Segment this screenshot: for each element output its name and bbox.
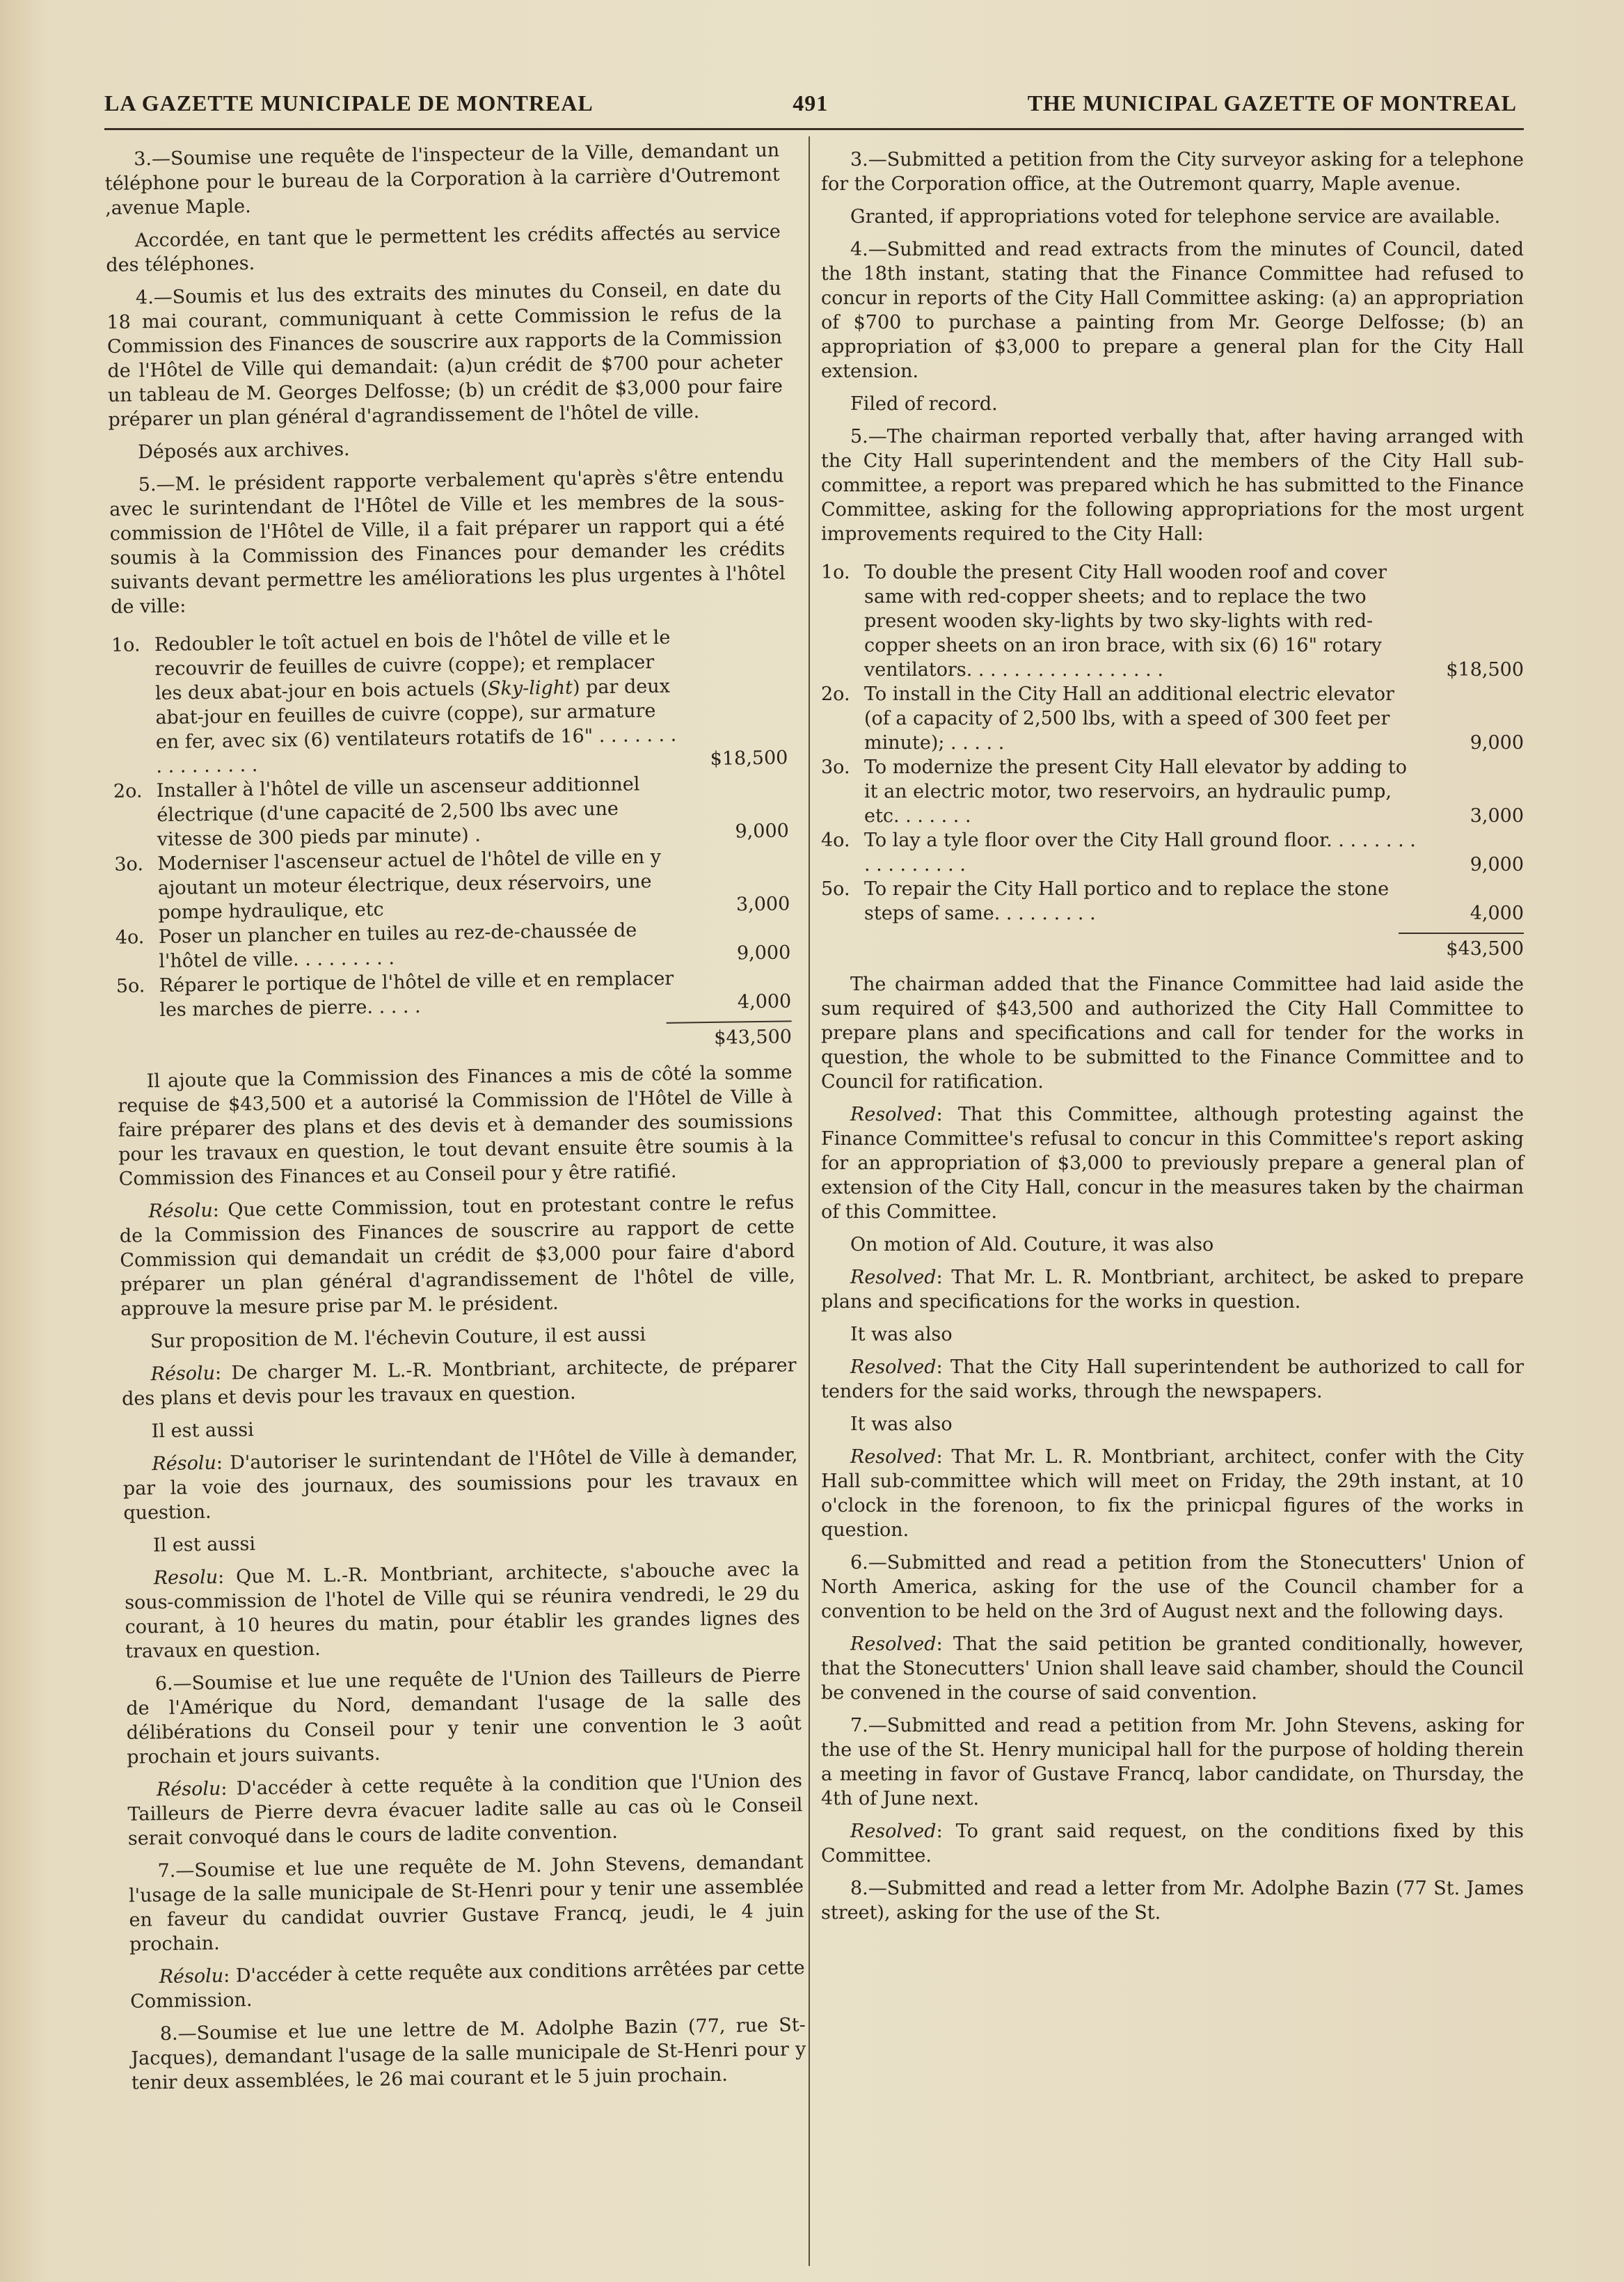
resolution: Resolved: That the said petition be granted conditionally, however, that the Stonecutters' Union shall leave said chamber, should the Council be convened in the course of said convention. [821,1633,1524,1704]
resolution: Resolved: That the City Hall superintendent be authorized to call for tenders for the said works, through the newspapers. [821,1356,1524,1402]
item-description: Réparer le portique de l'hôtel de ville et en remplacer les marches de pierre. . . . . [159,967,674,1022]
paragraph: 3.—Submitted a petition from the City surveyor asking for a telephone for the Corporation office, at the Outremont quarry, Maple avenue. [821,149,1524,195]
item-description: To lay a tyle floor over the City Hall ground floor. . . . . . . . . . . . . . . . . [864,830,1416,875]
item-number: 4o. [821,830,850,851]
item-amount: 9,000 [1470,732,1524,754]
resolution: Resolved: To grant said request, on the conditions fixed by this Committee. [821,1821,1524,1867]
paragraph: Sur proposition de M. l'échevin Couture, il est aussi [150,1324,646,1353]
paragraph: Déposés aux archives. [137,438,350,463]
item-description: To modernize the present City Hall elevator by adding to it an electric motor, two reservoirs, an hydraulic pump, etc. . . . . . . [864,756,1408,827]
resolution: Résolu: Que cette Commission, tout en protestant contre le refus de la Commission des Finances de souscrire au rapport de cette Commission qui demandait un crédit de $3,000 pour faire d'abord préparer un plan général d'agrandissement de l'hôtel de ville, approuve la mesure prise par M. le président. [119,1191,795,1320]
paragraph: The chairman added that the Finance Committee had laid aside the sum required of $43,500 and authorized the City Hall Committee to prepare plans and specifications and call for tender for the works in question, the whole to be submitted to the Finance Committee and to Council for ratification. [821,974,1524,1093]
item-number: 4o. [115,926,145,949]
paragraph: 4.—Soumis et lus des extraits des minutes du Conseil, en date du 18 mai courant, communiquant à cette Commission le refus de la Commission des Finances de souscrire aux rapports de la Commission de l'Hôtel de Ville qui demandait: (a)un crédit de $700 pour acheter un tableau de M. Georges Delfosse; (b) un crédit de $3,000 pour faire préparer un plan général d'agrandissement de l'hôtel de ville. [106,278,783,431]
paragraph: On motion of Ald. Couture, it was also [850,1234,1214,1255]
appropriations-total: $43,500 [667,1020,793,1051]
item-number: 5o. [821,878,850,900]
page-number: 491 [793,90,829,116]
table-row [116,965,792,1023]
item-description: To install in the City Hall an additional electric elevator (of a capacity of 2,500 lbs, with a speed of 300 feet per minute); . . . . . [864,683,1394,754]
paragraph: Granted, if appropriations voted for telephone service are available. [850,206,1501,228]
table-row [111,624,788,779]
paragraph: Filed of record. [850,393,998,415]
item-number: 2o. [821,683,850,705]
item-number: 3o. [821,756,850,778]
header-english-title: THE MUNICIPAL GAZETTE OF MONTREAL [1027,90,1517,116]
paragraph: 5.—The chairman reported verbally that, after having arranged with the City Hall superintendent and the members of the City Hall sub-committee, a report was prepared which he has submitted to the Finance Committee, asking for the following appropriations for the most urgent improvements required to the City Hall: [821,426,1524,545]
item-number: 3o. [114,853,144,875]
french-column [104,138,806,2103]
appropriations-total: $43,500 [1399,933,1524,961]
item-number: 1o. [111,634,141,656]
page-header [104,82,1517,124]
appropriations-table [111,624,792,1022]
item-number: 1o. [821,562,850,583]
appropriations-table [821,560,1524,926]
item-description: Poser un plancher en tuiles au rez-de-chaussée de l'hôtel de ville. . . . . . . . . [158,919,637,973]
resolution: Résolu: De charger M. L.-R. Montbriant, architecte, de préparer des plans et devis pour les travaux en question. [121,1354,797,1410]
paragraph: It was also [850,1324,953,1345]
table-row [821,755,1524,828]
resolution: Résolu: D'autoriser le surintendant de l'Hôtel de Ville à demander, par la voie des journaux, des soumissions pour les travaux en question. [122,1444,799,1524]
paragraph: 8.—Soumise et lue une lettre de M. Adolphe Bazin (77, rue St-Jacques), demandant l'usage de la salle municipale de St-Henri pour y tenir deux assemblées, le 26 mai courant et le 5 juin prochain. [131,2014,806,2094]
item-amount: 3,000 [735,893,790,916]
item-amount: $18,500 [1446,659,1524,681]
paragraph: 7.—Soumise et lue une requête de M. John Stevens, demandant l'usage de la salle municipale de St-Henri pour y tenir une assemblée en faveur du candidat ouvrier Gustave Francq, jeudi, le 4 juin prochain. [128,1851,804,1956]
paragraph: 5.—M. le président rapporte verbalement qu'après s'être entendu avec le surintendant de l'Hôtel de Ville et les membres de la sous-commission de l'Hôtel de Ville, il a fait préparer un rapport qui a été soumis à la Commission des Finances pour demander les crédits suivants devant permettre les améliorations les plus urgentes à l'hôtel de ville: [109,465,786,618]
resolution: Resolu: Que M. L.-R. Montbriant, architecte, s'abouche avec la sous-commission de l'hotel de Ville qui se réunira vendredi, le 29 du courant, à 10 heures du matin, pour établir les grandes lignes des travaux en question. [124,1558,800,1663]
resolution: Résolu: D'accéder à cette requête aux conditions arrêtées par cette Commission. [129,1957,805,2013]
resolution: Resolved: That this Committee, although protesting against the Finance Committee's refusal to concur in this Committee's report asking for an appropriation of $3,000 to previously prepare a general plan of extension of the City Hall, concur in the measures taken by the chairman of this Committee. [821,1104,1524,1223]
resolution: Resolved: That Mr. L. R. Montbriant, architect, be asked to prepare plans and specifications for the works in question. [821,1267,1524,1313]
header-rule [104,128,1524,130]
table-row [113,770,789,853]
item-amount: 9,000 [735,820,790,843]
resolution: Resolved: That Mr. L. R. Montbriant, architect, confer with the City Hall sub-committee which will meet on Friday, the 29th instant, at 10 o'clock in the forenoon, to fix the prinicpal figures of the works in question. [821,1446,1524,1541]
item-description: To repair the City Hall portico and to replace the stone steps of same. . . . . . . . . [864,878,1390,924]
paragraph: Il est aussi [151,1419,254,1443]
item-number: 2o. [113,780,143,802]
item-description: To double the present City Hall wooden roof and cover same with red-copper sheets; and to replace the two present wooden sky-lights by two sky-lights with red-copper sheets on an iron brace, with six (6) 16" rotary ventilators. . . . . . . . . . . . . . . . . [864,562,1387,681]
item-amount: 9,000 [736,942,791,965]
header-french-title: LA GAZETTE MUNICIPALE DE MONTREAL [104,90,594,116]
paragraph: Il ajoute que la Commission des Finances a mis de côté la somme requise de $43,500 et a autorisé la Commission de l'Hôtel de Ville à faire préparer des plans et des devis et à demander des soumissions pour les travaux en question, le tout devant ensuite être soumis à la Commission des Finances et au Conseil pour y être ratifié. [118,1061,794,1190]
resolution: Résolu: D'accéder à cette requête à la condition que l'Union des Tailleurs de Pierre devra évacuer ladite salle au cas où le Conseil serait convoqué dans le cours de ladite convention. [127,1770,803,1850]
item-amount: 4,000 [1470,903,1524,924]
item-amount: 4,000 [737,990,792,1013]
item-amount: 9,000 [1470,854,1524,875]
paragraph: 4.—Submitted and read extracts from the minutes of Council, dated the 18th instant, stating that the Finance Committee had refused to concur in reports of the City Hall Committee asking: (a) an appropriation of $700 to purchase a painting from Mr. George Delfosse; (b) an appropriation of $3,000 to prepare a general plan for the City Hall extension. [821,239,1524,382]
paragraph: 6.—Soumise et lue une requête de l'Union des Tailleurs de Pierre de l'Amérique du Nord, demandant l'usage de la salle des délibérations du Conseil pour y tenir une convention le 3 août prochain et jours suivants. [126,1664,802,1768]
paragraph: 8.—Submitted and read a letter from Mr. Adolphe Bazin (77 St. James street), asking for the use of the St. [821,1878,1524,1924]
table-row [821,877,1524,926]
table-row [116,916,791,974]
item-description: Redoubler le toît actuel en bois de l'hôtel de ville et le recouvrir de feuilles de cuivre (coppe); et remplacer les deux abat-jour en bois actuels (Sky-light) par deux abat-jour en feuilles de cuivre (coppe), sur armature en fer, avec six (6) ventilateurs rotatifs de 16" . . . . . . . . . . . . . . . . [154,626,677,778]
table-row [821,560,1524,682]
paragraph: 6.—Submitted and read a petition from the Stonecutters' Union of North America, asking for the use of the Council chamber for a convention to be held on the 3rd of August next and the following days. [821,1552,1524,1622]
paragraph: 3.—Soumise une requête de l'inspecteur de la Ville, demandant un téléphone pour le bureau de la Corporation à la carrière d'Outremont ,avenue Maple. [104,139,780,219]
item-amount: 3,000 [1470,805,1524,827]
english-column [821,148,1524,1933]
paragraph: Accordée, en tant que le permettent les crédits affectés au service des téléphones. [106,221,781,276]
item-description: Moderniser l'ascenseur actuel de l'hôtel de ville en y ajoutant un moteur électrique, deux réservoirs, une pompe hydraulique, etc [157,846,662,924]
column-divider [809,136,810,2266]
table-row [821,682,1524,755]
item-amount: $18,500 [710,747,788,770]
table-row [114,843,790,926]
item-description: Installer à l'hôtel de ville un ascenseur additionnel électrique (d'une capacité de 2,500 lbs avec une vitesse de 300 pieds par minute) . [156,773,640,851]
paragraph: It was also [850,1413,953,1435]
item-number: 5o. [116,975,145,997]
paragraph: Il est aussi [152,1533,256,1557]
table-row [821,828,1524,877]
paragraph: 7.—Submitted and read a petition from Mr. John Stevens, asking for the use of the St. Henry municipal hall for the purpose of holding therein a meeting in favor of Gustave Francq, labor candidate, on Thursday, the 4th of June next. [821,1715,1524,1809]
